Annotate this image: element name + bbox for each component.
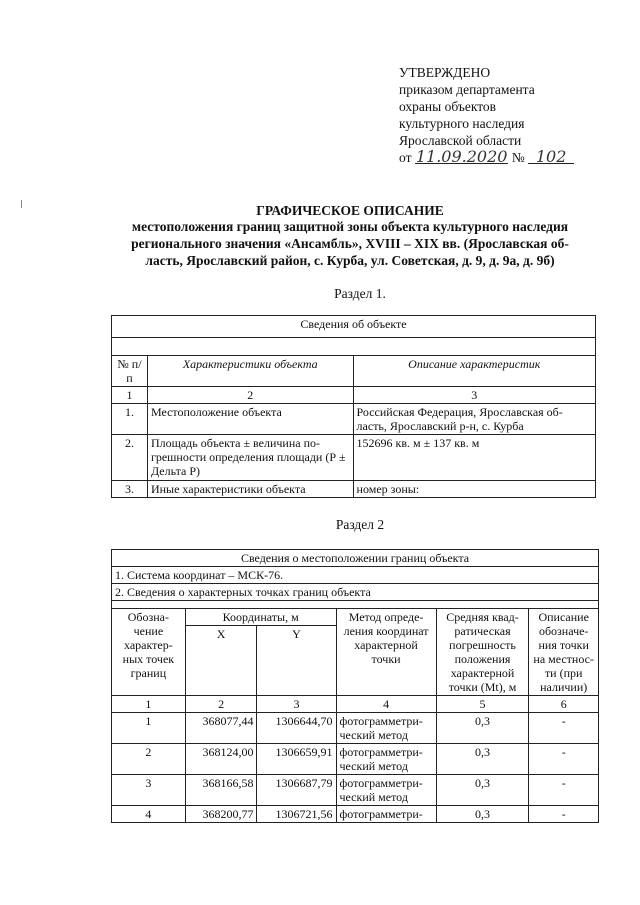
row-characteristic: Площадь объекта ± величина по-грешности определения площади (Р ± Дельта Р) (147, 435, 353, 481)
point-error: 0,3 (436, 744, 529, 775)
header-description: Описание характеристик (353, 356, 595, 387)
col-number-3: 3 (353, 387, 595, 404)
point-method: фотограмметри- (336, 806, 436, 823)
col-number-5: 5 (436, 696, 529, 713)
approval-line-5: Ярославской области (399, 133, 522, 148)
header-designation: Обозна-чение характер-ных точек границ (112, 609, 186, 696)
point-id: 3 (112, 775, 186, 806)
row-number: 3. (112, 481, 148, 498)
table-row (112, 404, 596, 435)
point-error: 0,3 (436, 806, 529, 823)
point-x: 368166,58 (185, 775, 257, 806)
subtitle-line-3: ласть, Ярославский район, с. Курба, ул. Советская, д. 9, д. 9а, д. 9б) (145, 253, 555, 268)
point-x: 368200,77 (185, 806, 257, 823)
points-info-caption: 2. Сведения о характерных точках границ объекта (112, 584, 599, 601)
col-number-2: 2 (147, 387, 353, 404)
row-description: номер зоны: (353, 481, 595, 498)
boundary-points-table (111, 549, 599, 823)
header-point-description: Описание обозначе-ния точки на местнос-ти (при наличии) (529, 609, 599, 696)
header-number: № п/п (112, 356, 148, 387)
date-prefix: от (399, 150, 412, 165)
point-description: - (529, 744, 599, 775)
header-characteristic: Характеристики объекта (147, 356, 353, 387)
col-number-1: 1 (112, 387, 148, 404)
approval-line-4: культурного наследия (399, 116, 525, 131)
point-y: 1306721,56 (257, 806, 336, 823)
section-1-title: Раздел 1. (334, 286, 386, 301)
col-number-6: 6 (529, 696, 599, 713)
document-subtitle (100, 218, 600, 269)
row-characteristic: Местоположение объекта (147, 404, 353, 435)
approval-heading: УТВЕРЖДЕНО (399, 65, 491, 80)
approval-block (399, 64, 574, 166)
object-info-table (111, 315, 596, 498)
coordinate-system: 1. Система координат – МСК-76. (112, 567, 599, 584)
table-row (112, 435, 596, 481)
section-2-title: Раздел 2 (335, 517, 385, 532)
point-x: 368124,00 (185, 744, 257, 775)
point-id: 2 (112, 744, 186, 775)
subtitle-line-2: регионального значения «Ансамбль», XVIII – XIX вв. (Ярославская об- (131, 236, 569, 251)
point-y: 1306644,70 (257, 713, 336, 744)
point-id: 1 (112, 713, 186, 744)
table-row (112, 775, 599, 806)
col-number-3: 3 (257, 696, 336, 713)
approval-date-line (399, 149, 574, 166)
point-error: 0,3 (436, 713, 529, 744)
col-number-4: 4 (336, 696, 436, 713)
object-table-title: Сведения об объекте (112, 316, 596, 338)
subtitle-line-1: местоположения границ защитной зоны объекта культурного наследия (131, 219, 569, 234)
row-description: 152696 кв. м ± 137 кв. м (353, 435, 595, 481)
header-error: Средняя квад-ратическая погрешность положения характерной точки (Mt), м (436, 609, 529, 696)
point-method: фотограмметри-ческий метод (336, 775, 436, 806)
points-table-title: Сведения о местоположении границ объекта (112, 550, 599, 567)
document-heading: ГРАФИЧЕСКОЕ ОПИСАНИЕ (256, 203, 444, 218)
points-table-spacer (112, 601, 599, 609)
table-row (112, 744, 599, 775)
point-description: - (529, 806, 599, 823)
table-row (112, 806, 599, 823)
table-row (112, 713, 599, 744)
point-y: 1306659,91 (257, 744, 336, 775)
point-y: 1306687,79 (257, 775, 336, 806)
number-prefix: № (511, 150, 525, 165)
header-method: Метод опреде-ления координат характерной точки (336, 609, 436, 696)
point-id: 4 (112, 806, 186, 823)
point-description: - (529, 713, 599, 744)
row-description: Российская Федерация, Ярославская об-ласть, Ярославский р-н, с. Курба (353, 404, 595, 435)
margin-mark (21, 200, 22, 208)
handwritten-number: 102 (528, 150, 574, 164)
point-description: - (529, 775, 599, 806)
col-number-1: 1 (112, 696, 186, 713)
point-method: фотограмметри-ческий метод (336, 744, 436, 775)
handwritten-date: 11.09.2020 (415, 147, 508, 166)
header-coordinates: Координаты, м (185, 609, 336, 626)
object-table-spacer (112, 338, 596, 356)
point-error: 0,3 (436, 775, 529, 806)
row-characteristic: Иные характеристики объекта (147, 481, 353, 498)
header-x: X (185, 626, 257, 696)
header-y: Y (257, 626, 336, 696)
approval-line-3: охраны объектов (399, 99, 497, 114)
point-method: фотограмметри-ческий метод (336, 713, 436, 744)
point-x: 368077,44 (185, 713, 257, 744)
approval-line-2: приказом департамента (399, 82, 535, 97)
table-row (112, 481, 596, 498)
row-number: 1. (112, 404, 148, 435)
row-number: 2. (112, 435, 148, 481)
col-number-2: 2 (185, 696, 257, 713)
